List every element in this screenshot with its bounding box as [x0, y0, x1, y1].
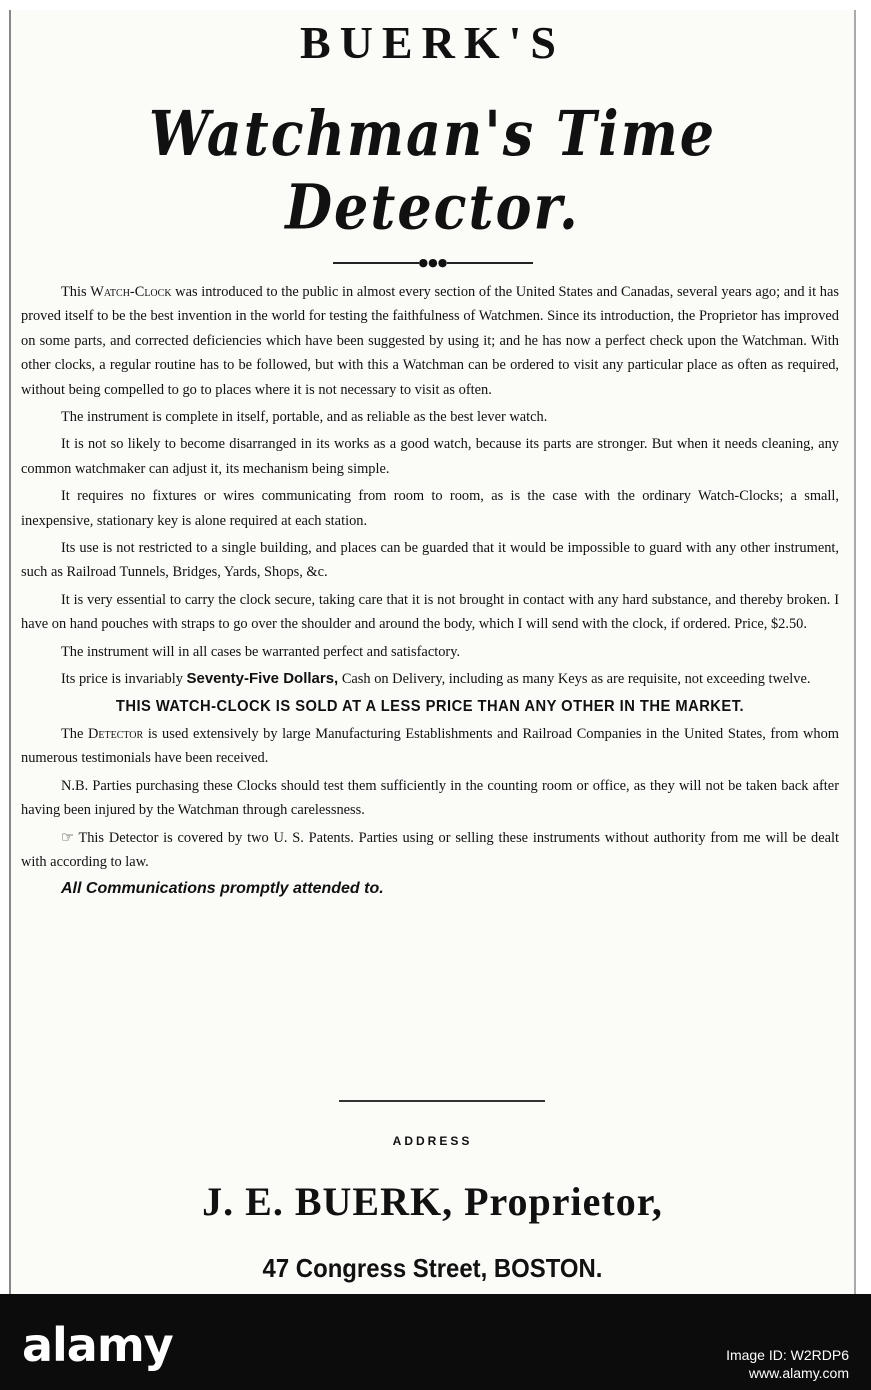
site-url: www.alamy.com: [748, 1365, 849, 1381]
p9-text-a: The: [61, 725, 88, 742]
watermark-footer: [0, 1294, 871, 1390]
intro-text-a: This: [61, 284, 91, 300]
paragraph-9: [21, 722, 839, 771]
advertisement-page: [9, 10, 856, 1294]
pointing-hand-icon: ☞: [61, 829, 74, 846]
paragraph-2: The instrument is complete in itself, portable, and as reliable as the best lever watch.: [61, 409, 548, 426]
paragraph-11: [21, 826, 839, 875]
ornament-divider: [333, 256, 533, 270]
paragraph-7: The instrument will in all cases be warranted perfect and satisfactory.: [61, 643, 461, 660]
p9-text-b: is used extensively by large Manufacturing Establishments and Railroad Companies in the United States, from whom numerous testimonials have been received.: [21, 725, 839, 767]
headline: BUERK'S: [300, 17, 565, 68]
brand-logo: alamy: [22, 1318, 173, 1372]
price-bold: Seventy-Five Dollars,: [186, 670, 339, 688]
paragraph-4: It requires no fixtures or wires communicating from room to room, as is the case with the ordinary Watch-Clocks; a small, inexpensive, stationary key is alone required at each station.: [21, 488, 839, 529]
ornament-dots-icon: ●●●: [418, 256, 448, 269]
address-label: ADDRESS: [392, 1134, 473, 1148]
paragraph-6: It is very essential to carry the clock secure, taking care that it is not brought in contact with any hard substance, and thereby broken. I have on hand pouches with straps to go over the shoulder and around the body, which I will send with the clock, if ordered. Price, $2.50.: [21, 591, 839, 633]
communications-note: All Communications promptly attended to.: [61, 880, 384, 898]
price-text-a: Its price is invariably: [61, 671, 187, 688]
intro-small-caps: Watch-Clock: [90, 284, 172, 300]
p9-small-caps: Detector: [87, 725, 144, 742]
paragraph-price: [21, 667, 839, 691]
paragraph-3: It is not so likely to become disarranged in its works as a good watch, because its parts are stronger. But when it needs cleaning, any common watchmaker can adjust it, its mechanism being simple.: [21, 436, 839, 477]
ad-body: [21, 280, 839, 905]
paragraph-10: N.B. Parties purchasing these Clocks should test them sufficiently in the counting room or office, as they will not be taken back after having been injured by the Watchman through carelessness.: [21, 777, 839, 819]
price-text-b: Cash on Delivery, including as many Keys as are requisite, not exceeding twelve.: [338, 671, 811, 688]
subtitle: Watchman's Time Detector.: [148, 96, 717, 244]
proprietor-name: J. E. BUERK, Proprietor,: [202, 1179, 663, 1224]
paragraph-intro: [21, 280, 839, 402]
p11-text: This Detector is covered by two U. S. Patents. Parties using or selling these instruments without authority from me will be dealt with according to law.: [21, 829, 839, 870]
footer-info: [726, 1346, 849, 1382]
market-claim: THIS WATCH-CLOCK IS SOLD AT A LESS PRICE THAN ANY OTHER IN THE MARKET.: [115, 697, 745, 715]
paragraph-5: Its use is not restricted to a single building, and places can be guarded that it would be impossible to guard with any other instrument, such as Railroad Tunnels, Bridges, Yards, Shops, &c.: [21, 540, 839, 581]
intro-text-b: was introduced to the public in almost every section of the United States and Canadas, several years ago; and it has proved itself to be the best invention in the world for testing the faithfulness of Watchmen. Since its introduction, the Proprietor has improved on some parts, and corrected deficiencies which have been suggested by using it; and he has now a perfect check upon the Watchman. With other clocks, a regular routine has to be followed, but with this a Watchman can be ordered to visit any particular place as often as required, without being compelled to go to places where it is not necessary to visit as often.: [21, 284, 839, 398]
street-address: 47 Congress Street, BOSTON.: [262, 1253, 603, 1283]
address-divider: [339, 1100, 545, 1102]
image-id: Image ID: W2RDP6: [726, 1347, 849, 1363]
